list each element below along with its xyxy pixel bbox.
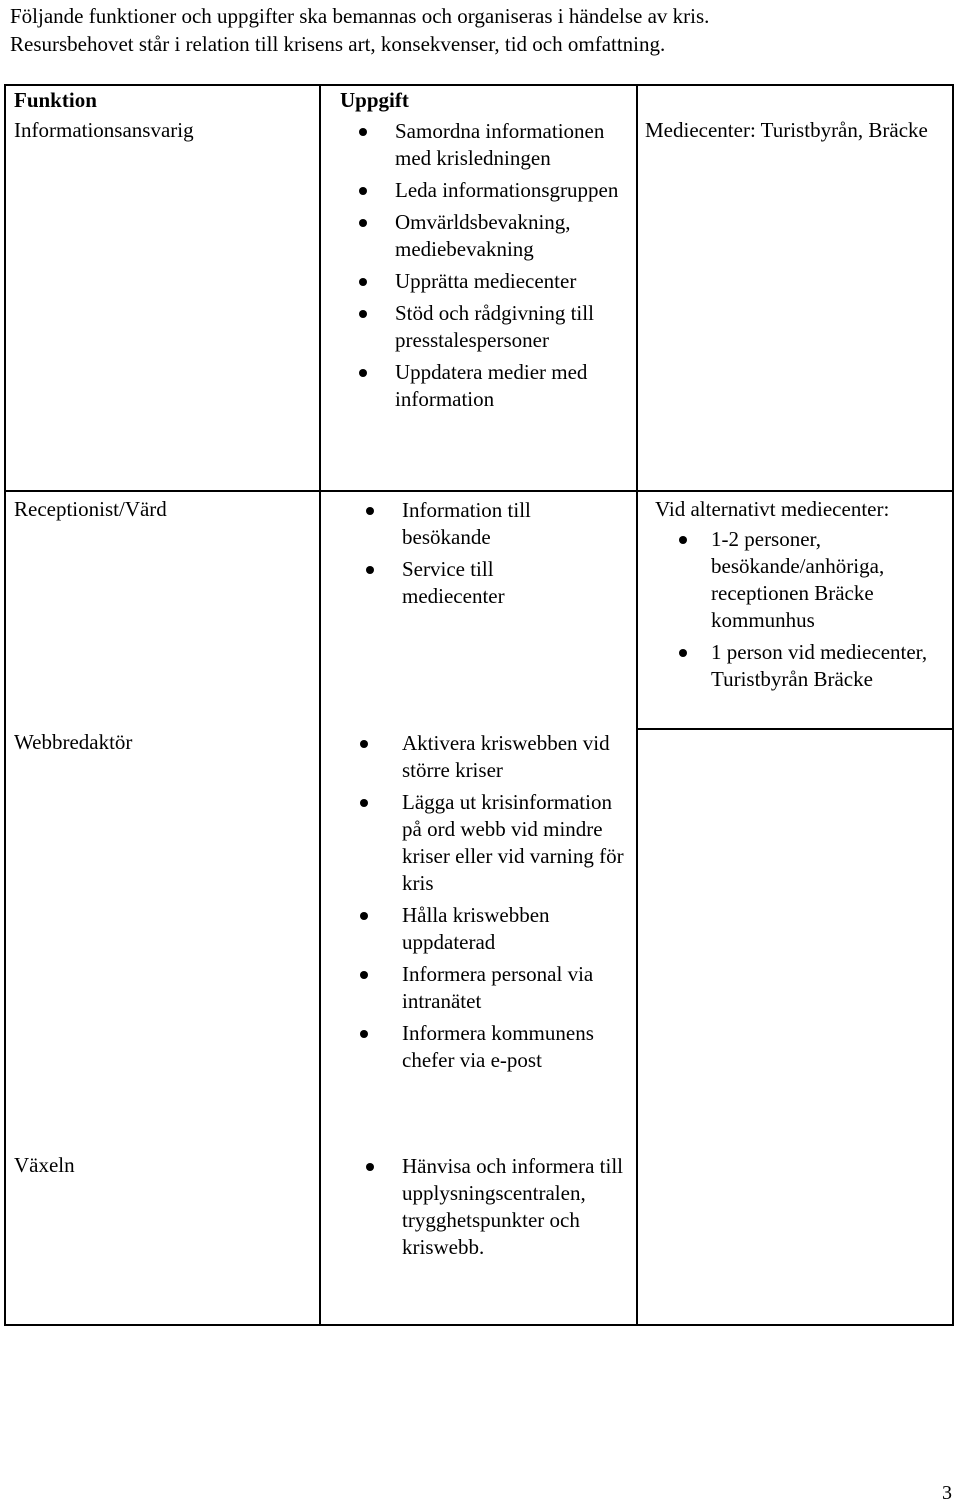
bullet-icon	[366, 1163, 374, 1171]
row-3-tasks	[402, 730, 627, 1079]
row-4-tasks	[402, 1153, 630, 1266]
row-divider-3	[636, 728, 954, 730]
task-item: Information till besökande	[402, 497, 582, 551]
row-divider-1	[4, 490, 954, 492]
table-border-left	[4, 84, 6, 1326]
bullet-icon	[360, 799, 368, 807]
row-3-funktion: Webbredaktör	[14, 730, 133, 754]
table-border-top	[4, 84, 954, 86]
bullet-icon	[366, 507, 374, 515]
intro-text	[10, 2, 950, 58]
bullet-icon	[679, 536, 687, 544]
header-funktion: Funktion	[14, 88, 97, 112]
page-number: 3	[942, 1482, 952, 1504]
bullet-icon	[360, 1030, 368, 1038]
bullet-icon	[359, 278, 367, 286]
task-item: Hänvisa och informera till upplysningscentralen, trygghetspunkter och kriswebb.	[402, 1153, 630, 1261]
row-2-tasks	[402, 497, 582, 615]
task-item: Informera kommunens chefer via e-post	[402, 1020, 627, 1074]
intro-line-1: Följande funktioner och uppgifter ska bemannas och organiseras i händelse av kris.	[10, 4, 710, 28]
bullet-icon	[360, 912, 368, 920]
table-border-right	[952, 84, 954, 1326]
task-item: Omvärldsbevakning, mediebevakning	[395, 209, 631, 263]
row-4-funktion: Växeln	[14, 1153, 75, 1177]
bullet-icon	[359, 187, 367, 195]
task-item: Uppdatera medier med information	[395, 359, 631, 413]
table-border-bottom	[4, 1324, 954, 1326]
note-item: 1 person vid mediecenter, Turistbyrån Bräcke	[711, 639, 945, 693]
row-2-funktion: Receptionist/Värd	[14, 497, 167, 521]
note-item: 1-2 personer, besökande/anhöriga, receptionen Bräcke kommunhus	[711, 526, 945, 634]
task-item: Upprätta mediecenter	[395, 268, 631, 295]
intro-line-2: Resursbehovet står i relation till krisens art, konsekvenser, tid och omfattning.	[10, 32, 666, 56]
task-item: Leda informationsgruppen	[395, 177, 631, 204]
note-heading: Vid alternativt mediecenter:	[655, 497, 890, 521]
row-1-tasks	[395, 118, 631, 418]
task-item: Stöd och rådgivning till presstalespersoner	[395, 300, 631, 354]
bullet-icon	[366, 566, 374, 574]
task-item: Service till mediecenter	[402, 556, 582, 610]
bullet-icon	[359, 128, 367, 136]
row-1-funktion: Informationsansvarig	[14, 118, 194, 142]
column-divider-2	[636, 84, 638, 1326]
bullet-icon	[359, 310, 367, 318]
bullet-icon	[360, 740, 368, 748]
bullet-icon	[360, 971, 368, 979]
column-divider-1	[319, 84, 321, 1326]
bullet-icon	[359, 369, 367, 377]
row-1-note: Mediecenter: Turistbyrån, Bräcke	[645, 118, 928, 142]
row-2-note	[655, 496, 945, 698]
task-item: Hålla kriswebben uppdaterad	[402, 902, 627, 956]
bullet-icon	[359, 219, 367, 227]
task-item: Samordna informationen med krisledningen	[395, 118, 631, 172]
bullet-icon	[679, 649, 687, 657]
header-uppgift: Uppgift	[340, 88, 409, 112]
task-item: Lägga ut krisinformation på ord webb vid mindre kriser eller vid varning för kris	[402, 789, 627, 897]
task-item: Aktivera kriswebben vid större kriser	[402, 730, 627, 784]
task-item: Informera personal via intranätet	[402, 961, 627, 1015]
